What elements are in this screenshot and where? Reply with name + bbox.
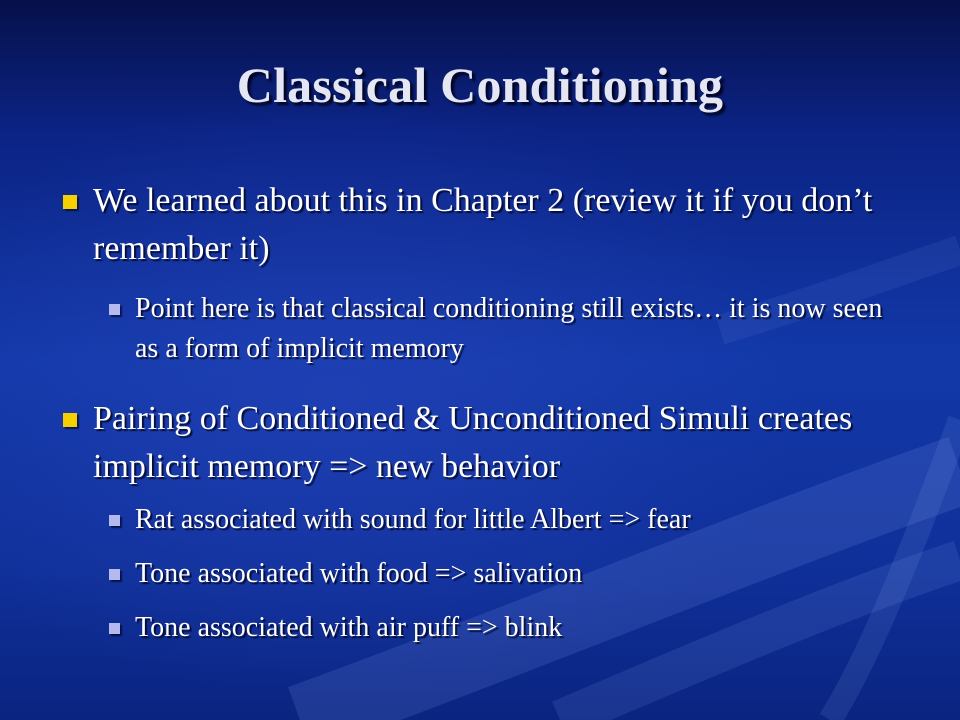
bullet-item-level2 — [135, 554, 915, 594]
bullet-text: Point here is that classical conditioning still exists… it is now seen as a form of implicit memory — [135, 293, 883, 364]
bullet-text: We learned about this in Chapter 2 (review it if you don’t remember it) — [93, 182, 873, 267]
bullet-item-level2 — [135, 608, 915, 648]
bullet-text: Tone associated with food => salivation — [135, 558, 583, 589]
bullet-item-level2 — [135, 500, 915, 540]
square-bullet-icon — [109, 623, 120, 634]
bullet-text: Tone associated with air puff => blink — [135, 612, 563, 643]
bullet-text: Pairing of Conditioned & Unconditioned Simuli creates implicit memory => new behavior — [93, 400, 853, 485]
square-bullet-icon — [63, 195, 77, 209]
square-bullet-icon — [109, 569, 120, 580]
bullet-item-level2 — [135, 289, 895, 369]
slide-title: Classical Conditioning — [236, 57, 724, 113]
bullet-text: Rat associated with sound for little Albert => fear — [135, 504, 691, 535]
square-bullet-icon — [109, 515, 120, 526]
square-bullet-icon — [63, 413, 77, 427]
bullet-item-level1 — [93, 395, 943, 491]
bullet-item-level1 — [93, 177, 933, 273]
square-bullet-icon — [109, 304, 120, 315]
